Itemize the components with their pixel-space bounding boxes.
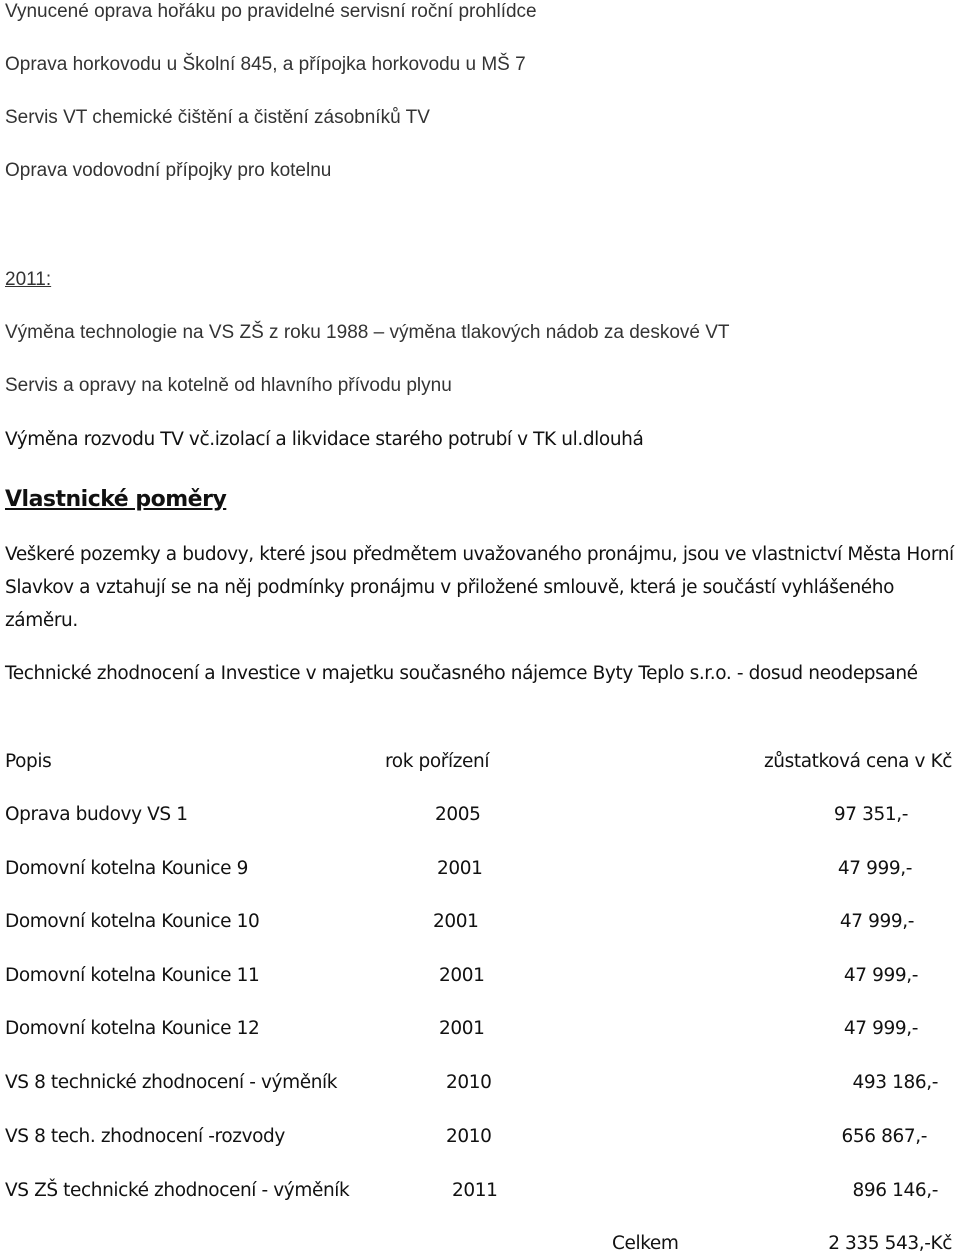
year-2011-item: Servis a opravy na kotelně od hlavního přívodu plynu <box>5 375 452 396</box>
row-description: VS 8 technické zhodnocení - výměník <box>5 1072 338 1093</box>
row-value: 47 999,- <box>843 1018 918 1039</box>
intro-item: Vynucené oprava hořáku po pravidelné servisní roční prohlídce <box>5 1 537 22</box>
row-description: Domovní kotelna Kounice 11 <box>5 965 260 986</box>
row-description: Oprava budovy VS 1 <box>5 804 188 825</box>
total-label: Celkem <box>612 1233 679 1254</box>
row-year: 2001 <box>437 858 483 879</box>
row-value: 97 351,- <box>833 804 908 825</box>
year-2011-item: Výměna technologie na VS ZŠ z roku 1988 – výměna tlakových nádob za deskové VT <box>5 322 730 343</box>
row-value: 656 867,- <box>841 1126 927 1147</box>
row-year: 2001 <box>439 1018 485 1039</box>
row-description: Domovní kotelna Kounice 12 <box>5 1018 260 1039</box>
intro-item: Oprava vodovodní přípojky pro kotelnu <box>5 160 332 181</box>
row-value: 896 146,- <box>852 1180 938 1201</box>
row-value: 47 999,- <box>843 965 918 986</box>
row-value: 493 186,- <box>852 1072 938 1093</box>
investment-paragraph: Technické zhodnocení a Investice v majetku současného nájemce Byty Teplo s.r.o. - dosud neodepsané <box>5 663 918 684</box>
table-header-description: Popis <box>5 751 52 772</box>
table-header-value: zůstatková cena v Kč <box>764 751 953 772</box>
row-description: Domovní kotelna Kounice 10 <box>5 911 260 932</box>
row-year: 2005 <box>435 804 481 825</box>
row-year: 2011 <box>452 1180 498 1201</box>
year-2011-item: Výměna rozvodu TV vč.izolací a likvidace starého potrubí v TK ul.dlouhá <box>5 429 644 450</box>
row-year: 2010 <box>446 1126 492 1147</box>
section-heading-ownership: Vlastnické poměry <box>5 487 227 512</box>
intro-item: Servis VT chemické čištění a čistění zásobníků TV <box>5 107 430 128</box>
row-description: VS ZŠ technické zhodnocení - výměník <box>5 1180 350 1201</box>
row-year: 2001 <box>439 965 485 986</box>
row-description: VS 8 tech. zhodnocení -rozvody <box>5 1126 285 1147</box>
ownership-paragraph: Veškeré pozemky a budovy, které jsou předmětem uvažovaného pronájmu, jsou ve vlastnictví Města Horní Slavkov a vztahují se na něj podmínky pronájmu v přiložené smlouvě, která je součástí vyhlášeného záměru. <box>5 544 954 631</box>
year-2011-label: 2011: <box>5 269 52 290</box>
total-value: 2 335 543,-Kč <box>828 1233 952 1254</box>
row-year: 2010 <box>446 1072 492 1093</box>
row-description: Domovní kotelna Kounice 9 <box>5 858 249 879</box>
row-value: 47 999,- <box>839 911 914 932</box>
row-value: 47 999,- <box>837 858 912 879</box>
row-year: 2001 <box>433 911 479 932</box>
intro-item: Oprava horkovodu u Školní 845, a přípojka horkovodu u MŠ 7 <box>5 54 526 75</box>
table-header-year: rok pořízení <box>385 751 490 772</box>
